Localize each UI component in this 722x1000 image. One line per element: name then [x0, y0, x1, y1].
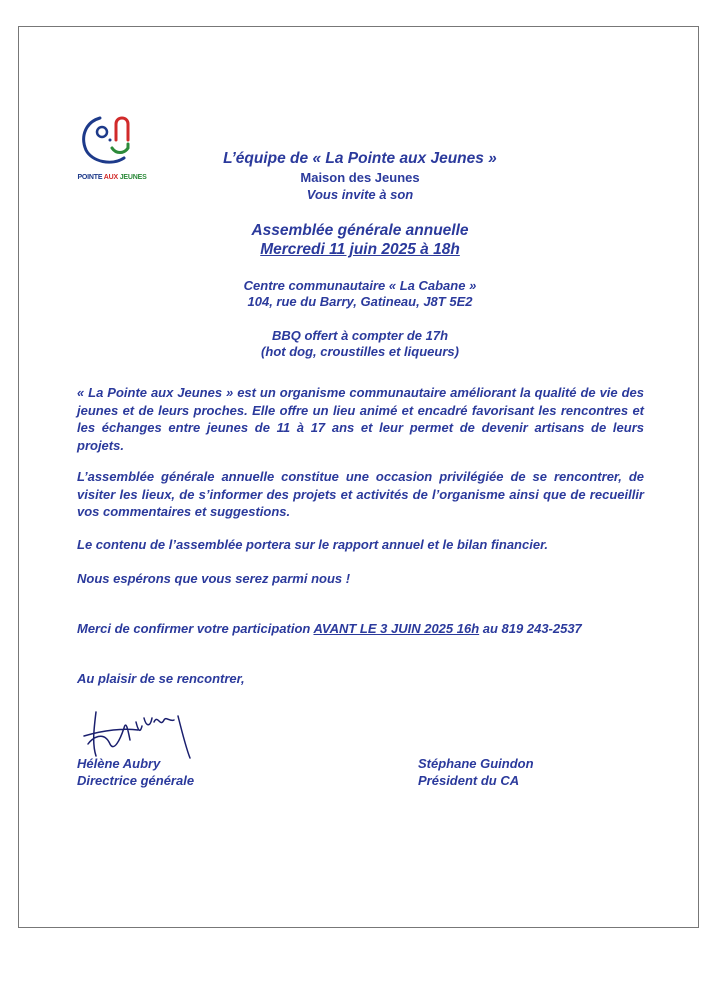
logo-face-icon: [72, 110, 152, 174]
organization-logo: [72, 110, 152, 188]
confirmation-paragraph: Merci de confirmer votre participation AVANT LE 3 JUIN 2025 16h au 819 243-2537: [77, 621, 582, 636]
signatory-1-name: Hélène Aubry: [77, 756, 161, 771]
location-address: 104, rue du Barry, Gatineau, J8T 5E2: [247, 294, 473, 309]
closing-line: Au plaisir de se rencontrer,: [77, 671, 245, 686]
assembly-paragraph: L’assemblée générale annuelle constitue une occasion privilégiée de se rencontrer, de visiter les lieux, de s’informer des projets et activités de l’organisme ainsi que de recueillir vos commentaires et suggestions.: [77, 469, 644, 519]
maison-subtitle: Maison des Jeunes: [300, 170, 420, 185]
hope-paragraph: Nous espérons que vous serez parmi nous !: [77, 571, 351, 586]
intro-paragraph: « La Pointe aux Jeunes » est un organisme communautaire améliorant la qualité de vie des jeunes et de leurs proches. Elle offre un lieu animé et encadré favorisant les rencontres et les échanges entre jeunes de 11 à 17 ans et leur permet de devenir artisans de leurs projets.: [77, 385, 644, 453]
assembly-date: Mercredi 11 juin 2025 à 18h: [260, 241, 460, 258]
assembly-title: Assemblée générale annuelle: [251, 222, 469, 239]
bbq-line: BBQ offert à compter de 17h: [271, 328, 449, 343]
signatory-1-title: Directrice générale: [77, 773, 195, 788]
logo-wordmark: POINTE AUX JEUNES: [77, 174, 147, 181]
confirmation-deadline: AVANT LE 3 JUIN 2025 16h: [313, 621, 480, 636]
signatory-2-title: Président du CA: [418, 773, 520, 788]
team-title: L’équipe de « La Pointe aux Jeunes »: [223, 150, 497, 167]
signatory-2-name: Stéphane Guindon: [418, 756, 534, 771]
location-name: Centre communautaire « La Cabane »: [243, 278, 477, 293]
agenda-paragraph: Le contenu de l’assemblée portera sur le rapport annuel et le bilan financier.: [77, 537, 549, 552]
invite-line: Vous invite à son: [306, 187, 414, 202]
bbq-details: (hot dog, croustilles et liqueurs): [261, 344, 459, 359]
